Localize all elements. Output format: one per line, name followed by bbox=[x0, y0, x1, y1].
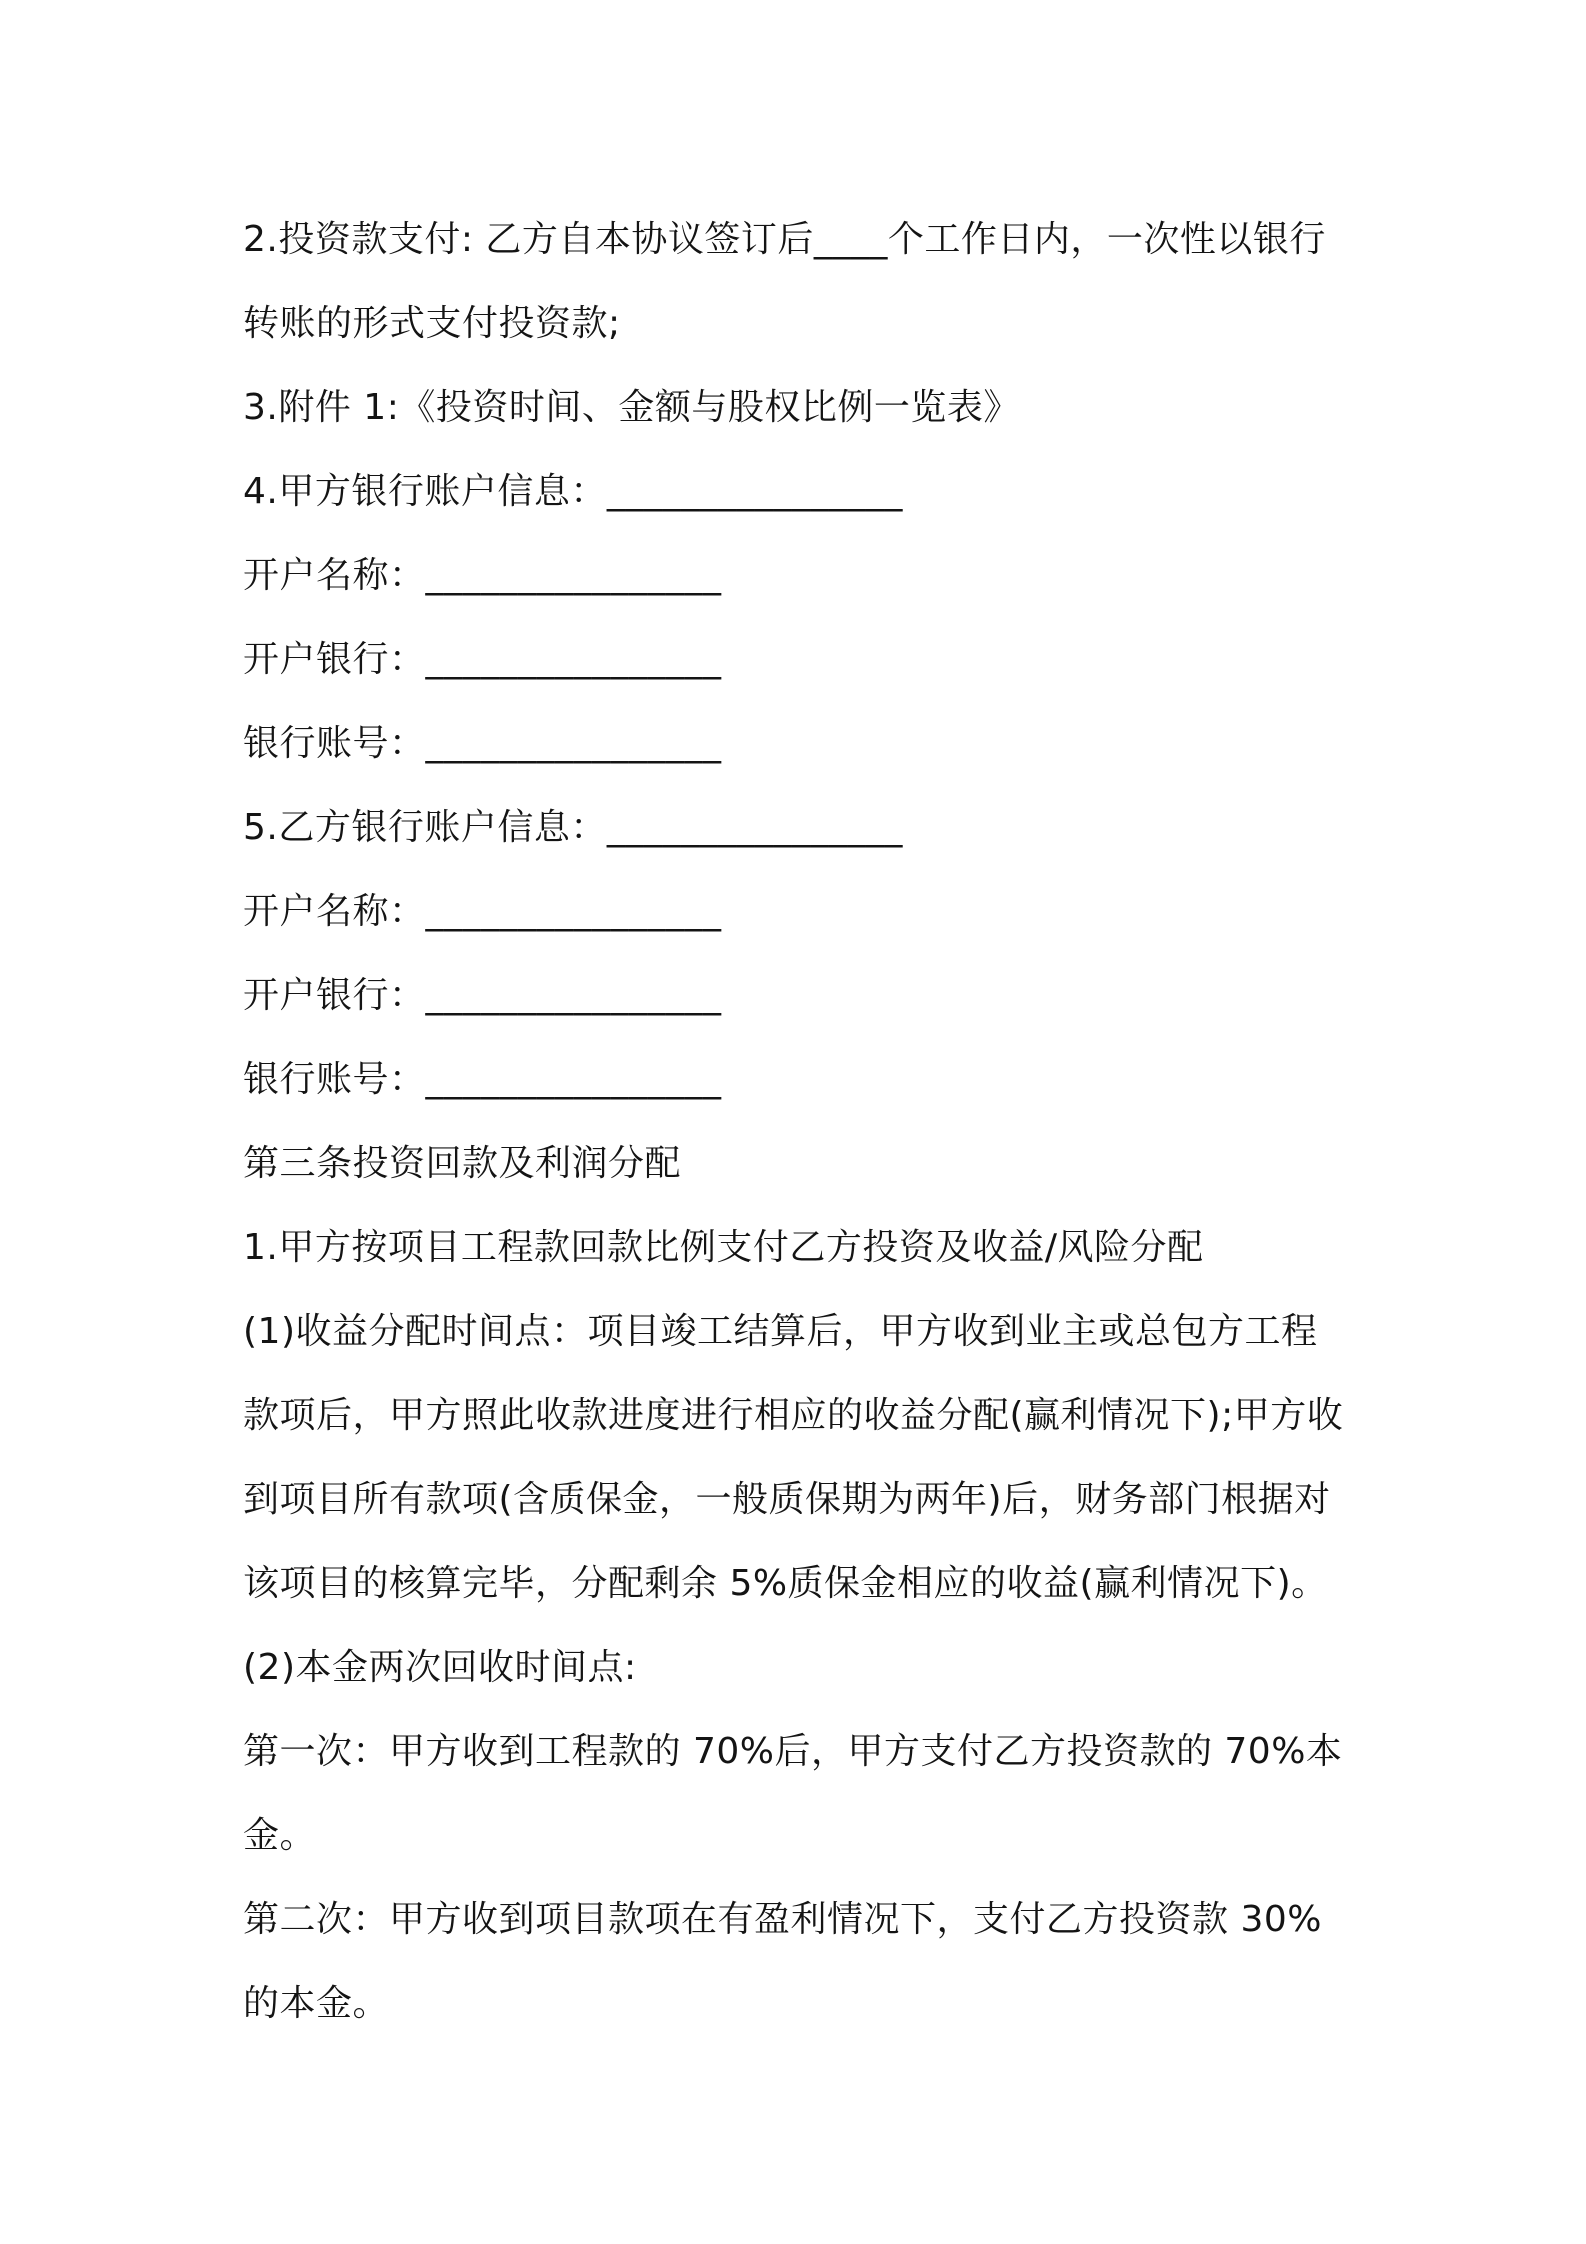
party-a-bank-name: 开户银行：________________ bbox=[243, 639, 722, 680]
first-recovery-line-2: 金。 bbox=[243, 1815, 317, 1856]
profit-timing-line-4: 该项目的核算完毕，分配剩余 5%质保金相应的收益(赢利情况下)。 bbox=[243, 1563, 1328, 1604]
document-body bbox=[243, 198, 1363, 2046]
profit-timing-line-3: 到项目所有款项(含质保金，一般质保期为两年)后，财务部门根据对 bbox=[243, 1479, 1331, 1520]
party-a-bank-info-heading: 4.甲方银行账户信息：________________ bbox=[243, 471, 903, 512]
profit-timing-line-2: 款项后，甲方照此收款进度进行相应的收益分配(赢利情况下);甲方收 bbox=[243, 1395, 1344, 1436]
party-b-bank-info-heading: 5.乙方银行账户信息：________________ bbox=[243, 807, 903, 848]
profit-timing-line-1: (1)收益分配时间点：项目竣工结算后，甲方收到业主或总包方工程 bbox=[243, 1311, 1318, 1352]
first-recovery-line-1: 第一次：甲方收到工程款的 70%后，甲方支付乙方投资款的 70%本 bbox=[243, 1731, 1343, 1772]
party-a-account-number: 银行账号：________________ bbox=[243, 723, 722, 764]
payment-clause-line-1: 2.投资款支付: 乙方自本协议签订后____个工作日内，一次性以银行 bbox=[243, 219, 1326, 260]
payment-clause-line-2: 转账的形式支付投资款; bbox=[243, 303, 621, 344]
article-three-heading: 第三条投资回款及利润分配 bbox=[243, 1143, 682, 1184]
party-b-account-name: 开户名称：________________ bbox=[243, 891, 722, 932]
party-b-bank-name: 开户银行：________________ bbox=[243, 975, 722, 1016]
second-recovery-line-2: 的本金。 bbox=[243, 1983, 390, 2024]
party-a-account-name: 开户名称：________________ bbox=[243, 555, 722, 596]
attachment-line: 3.附件 1:《投资时间、金额与股权比例一览表》 bbox=[243, 387, 1020, 428]
party-b-account-number: 银行账号：________________ bbox=[243, 1059, 722, 1100]
principal-recovery-heading: (2)本金两次回收时间点: bbox=[243, 1647, 637, 1688]
article-three-item-1: 1.甲方按项目工程款回款比例支付乙方投资及收益/风险分配 bbox=[243, 1227, 1204, 1268]
second-recovery-line-1: 第二次：甲方收到项目款项在有盈利情况下，支付乙方投资款 30% bbox=[243, 1899, 1322, 1940]
